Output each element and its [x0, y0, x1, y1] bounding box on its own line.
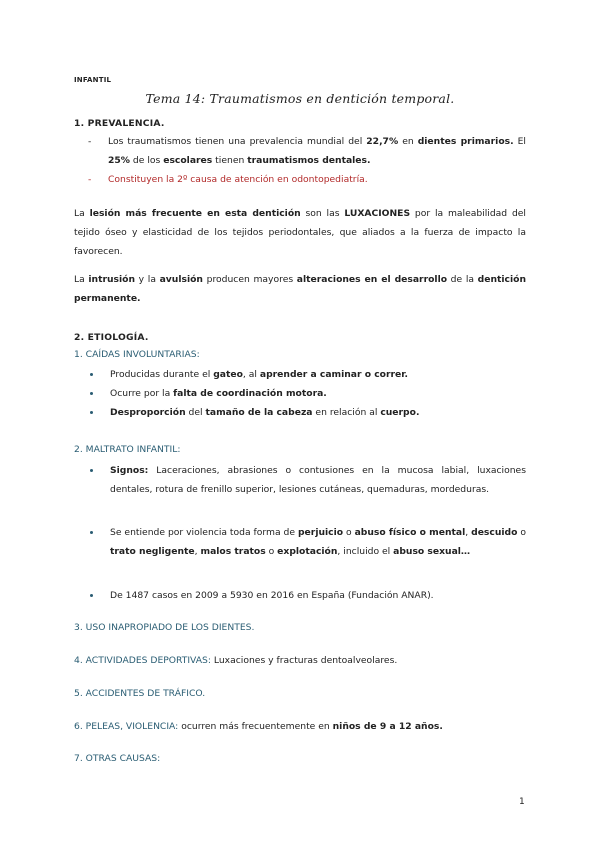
list-item	[90, 404, 526, 423]
subheading-peleas	[74, 721, 443, 732]
dash-text: Los traumatismos tienen una prevalencia mundial del 22,7% en dientes primarios. El 25% de los escolares tienen traumatismos dentales.	[108, 136, 526, 166]
subheading-maltrato: 2. MALTRATO INFANTIL:	[74, 444, 181, 455]
header-label: INFANTIL	[74, 76, 112, 84]
list-item	[90, 524, 526, 580]
subheading-deportivas-label: 4. ACTIVIDADES DEPORTIVAS:	[74, 655, 211, 666]
subheading-deportivas	[74, 655, 397, 666]
list-item-text: Se entiende por violencia toda forma de perjuicio o abuso físico o mental, descuido o trato negligente, malos tratos o explotación, incluido el abuso sexual…	[110, 527, 526, 557]
bullet-icon	[90, 411, 93, 414]
list-item-text: Producidas durante el gateo, al aprender a caminar o correr.	[110, 369, 408, 380]
subheading-trafico: 5. ACCIDENTES DE TRÁFICO.	[74, 688, 206, 699]
dash-text: Constituyen la 2º causa de atención en odontopediatría.	[108, 174, 368, 185]
bullet-icon	[90, 373, 93, 376]
list-item	[90, 462, 526, 518]
peleas-text: ocurren más frecuentemente en niños de 9 a 12 años.	[181, 721, 443, 732]
subheading-caidas: 1. CAÍDAS INVOLUNTARIAS:	[74, 349, 200, 360]
section-heading-etiologia: 2. ETIOLOGÍA.	[74, 332, 149, 343]
list-item	[90, 385, 526, 404]
list-item-text: Ocurre por la falta de coordinación motora.	[110, 388, 327, 399]
bullet-icon	[90, 469, 93, 472]
dash-marker: -	[88, 174, 92, 185]
list-item-text: De 1487 casos en 2009 a 5930 en 2016 en España (Fundación ANAR).	[110, 590, 434, 601]
list-item	[90, 587, 526, 606]
bullet-icon	[90, 594, 93, 597]
subheading-peleas-label: 6. PELEAS, VIOLENCIA:	[74, 721, 179, 732]
subheading-uso-inapropiado: 3. USO INAPROPIADO DE LOS DIENTES.	[74, 622, 255, 633]
paragraph-intrusion: La intrusión y la avulsión producen mayores alteraciones en el desarrollo de la dentición permanente.	[74, 274, 526, 304]
dash-marker: -	[88, 136, 92, 147]
list-item-text: Signos: Laceraciones, abrasiones o contusiones en la mucosa labial, luxaciones dentales, rotura de frenillo superior, lesiones cutáneas, quemaduras, mordeduras.	[110, 465, 526, 495]
list-item	[90, 366, 526, 385]
bullet-icon	[90, 531, 93, 534]
bullet-icon	[90, 392, 93, 395]
dash-item-prevalencia	[88, 133, 526, 170]
dash-item-causa	[88, 171, 526, 190]
page-title: Tema 14: Traumatismos en dentición temporal.	[145, 91, 455, 106]
list-item-text: Desproporción del tamaño de la cabeza en relación al cuerpo.	[110, 407, 420, 418]
paragraph-luxaciones: La lesión más frecuente en esta dentición son las LUXACIONES por la maleabilidad del tejido óseo y elasticidad de los tejidos periodontales, que aliados a la fuerza de impacto la favorecen.	[74, 208, 526, 257]
page-number: 1	[519, 797, 525, 807]
section-heading-prevalencia: 1. PREVALENCIA.	[74, 118, 165, 129]
subheading-otras-causas: 7. OTRAS CAUSAS:	[74, 753, 161, 764]
deportivas-text: Luxaciones y fracturas dentoalveolares.	[213, 655, 398, 666]
